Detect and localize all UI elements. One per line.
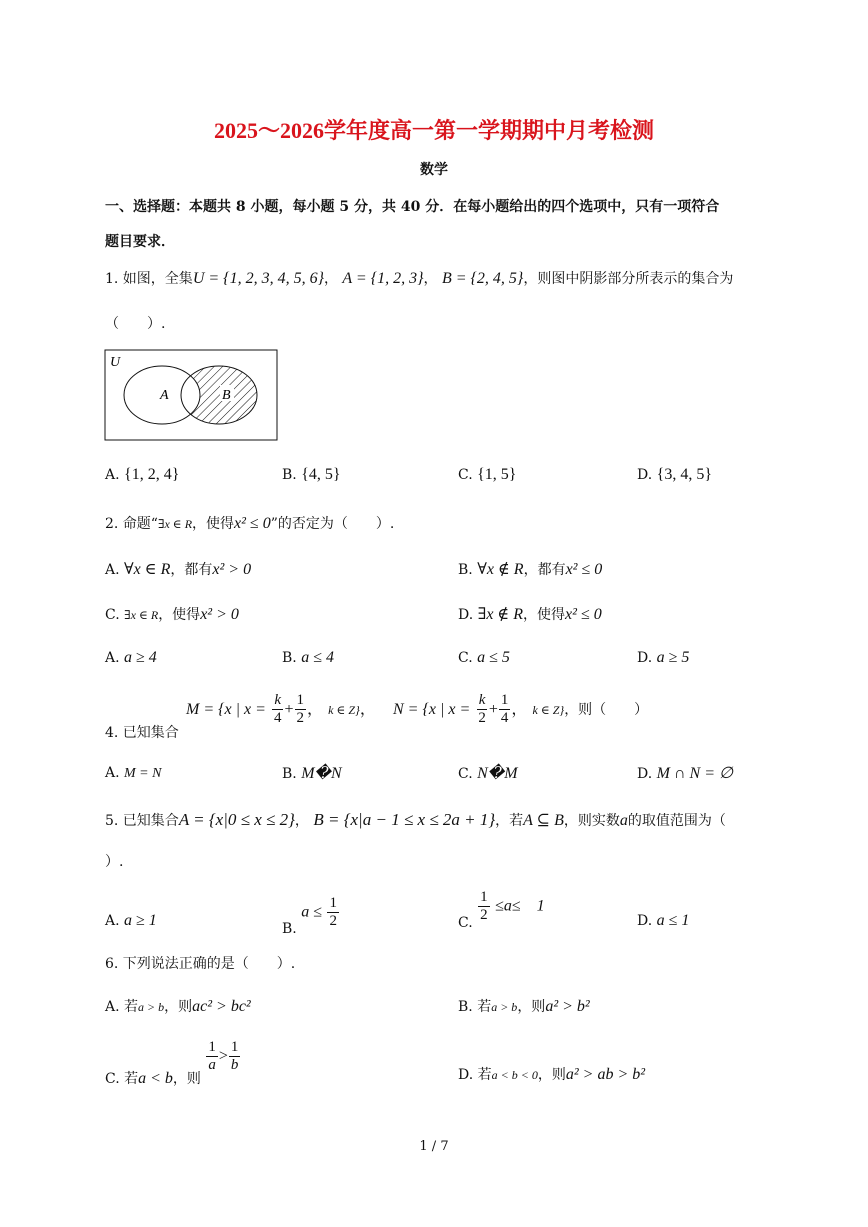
q2-exists: ∃x ∈ R [157,517,193,531]
label-a: A [160,388,169,403]
q6-option-d[interactable]: D. 若a < b < 0，则a² > ab > b² [458,1066,646,1083]
venn-diagram [104,349,280,443]
q2-option-a[interactable]: A. ∀x ∈ R，都有x² > 0 [105,561,252,578]
q1-option-b[interactable]: B. {4, 5} [282,466,341,483]
q1-set-b: B = {2, 4, 5} [441,270,524,287]
q5-option-d[interactable]: D. a ≤ 1 [637,912,690,929]
q1-option-c[interactable]: C. {1, 5} [458,466,517,483]
page-number: 1 / 7 [419,1139,449,1154]
question-2: 2. 命题“∃x ∈ R，使得x² ≤ 0”的否定为（ ）. [105,515,395,532]
q1-set-a: A = {1, 2, 3} [342,270,424,287]
q5-option-a[interactable]: A. a ≥ 1 [105,912,157,929]
q3-option-b[interactable]: B. a ≤ 4 [282,649,334,666]
section-heading-cont: 题目要求． [105,234,175,250]
question-1: 1. 如图，全集U = {1, 2, 3, 4, 5, 6}， A = {1, 2, 3}， B = {2, 4, 5}，则图中阴影部分所表示的集合为 [105,270,734,287]
q5-option-b[interactable]: B. a ≤ $\frac{1}{2}$ [282,895,337,937]
q2-option-d[interactable]: D. ∃x ∉ R，使得x² ≤ 0 [458,606,602,623]
q2-option-c[interactable]: C. ∃x ∈ R，使得x² > 0 [105,606,239,623]
q1-set-u: U = {1, 2, 3, 4, 5, 6} [192,270,324,287]
page-title: 2025～2026学年度高一第一学期期中月考检测 [213,118,654,143]
q1-option-a[interactable]: A. {1, 2, 4} [105,466,180,483]
q4-option-d[interactable]: D. M ∩ N = ∅ [637,765,733,782]
q6-option-a[interactable]: A. 若a > b，则ac² > bc² [105,998,251,1015]
q4-option-a[interactable]: A. M = N [105,765,162,781]
q6-option-b[interactable]: B. 若a > b，则a² > b² [458,998,590,1015]
question-5: 5. 已知集合A = {x|0 ≤ x ≤ 2}， B = {x|a − 1 ≤ x ≤ 2a + 1}，若A ⊆ B，则实数a的取值范围为（ [105,810,726,829]
section-heading: 一、选择题：本题共 8 小题，每小题 5 分，共 40 分．在每小题给出的四个选项中，只有一项符合 [105,199,720,215]
question-6: 6. 下列说法正确的是（ ）. [105,956,296,972]
q1-option-d[interactable]: D. {3, 4, 5} [637,466,712,483]
fraction-1-2: $\frac{1}{2}$ [296,692,305,726]
fraction-1-4: $\frac{1}{4}$ [500,692,509,726]
label-b: B [222,388,231,403]
q6-option-c[interactable]: C. 若a < b，则 $\frac{1}{a}$ > $\frac{1}{b}$ [105,1039,239,1087]
q1-tail: ，则图中阴影部分所表示的集合为 [523,271,734,287]
q5-paren-close: ）. [105,854,124,870]
q4-intro: 4. 已知集合 [105,725,179,741]
q4-set-m: M = {x | x = $\frac{k}{4}$ + $\frac{1}{2}$ ， k ∈ Z}， [186,692,376,726]
q2-condition: x² ≤ 0 [234,515,271,532]
q3-option-c[interactable]: C. a ≤ 5 [458,649,510,666]
q3-option-d[interactable]: D. a ≥ 5 [637,649,690,666]
q4-set-n: N = {x | x = $\frac{k}{2}$ + $\frac{1}{4}$ ， k ∈ Z}，则（ ） [393,692,649,726]
q3-option-a[interactable]: A. a ≥ 4 [105,649,157,666]
label-u: U [110,355,121,370]
subject-label: 数学 [420,162,448,178]
q5-set-b: B = {x|a − 1 ≤ x ≤ 2a + 1} [313,810,496,829]
q4-option-c[interactable]: C. N�M [458,765,518,782]
q2-option-b[interactable]: B. ∀x ∉ R，都有x² ≤ 0 [458,561,603,578]
q5-option-c[interactable]: C. $\frac{1}{2}$ ≤a≤ 1 [458,889,545,931]
q4-option-b[interactable]: B. M�N [282,765,342,782]
q5-set-a: A = {x|0 ≤ x ≤ 2} [178,810,295,829]
q1-paren: （ ）. [105,316,166,332]
q1-intro: 1. 如图，全集 [105,271,193,287]
fraction-k-4: $\frac{k}{4}$ [274,692,282,726]
fraction-k-2: $\frac{k}{2}$ [478,692,486,726]
